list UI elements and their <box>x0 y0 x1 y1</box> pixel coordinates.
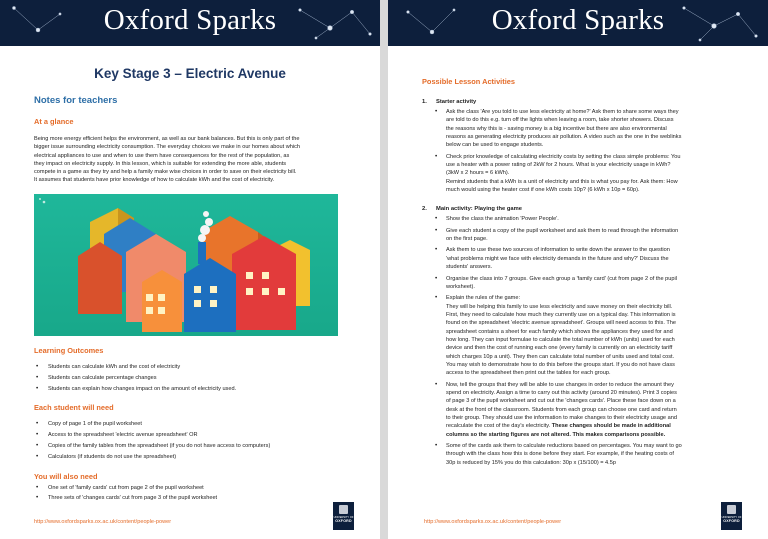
text-line: which charges 10p a unit). They then can calculate total number of units used and total cost. <box>446 353 675 360</box>
text-line: are told to do this e.g. turn off the lights when leaving a room, take shorter showers. Discuss <box>446 117 674 124</box>
list-item <box>446 108 738 150</box>
bold-line: columns so the starting figures are not altered. This makes comparisons possible. <box>446 431 666 438</box>
text-line: spend on electricity. Assign a time to carry out this activity (around 20 minutes). Print 3 copies <box>446 389 677 396</box>
text-line: how long. They can input formulae to calculate the total number of kWh (units) used for each <box>446 336 675 343</box>
text-line: spreadsheet contains a sheet for each family which shows the appliances they used for and <box>446 328 673 335</box>
page-left <box>0 0 380 539</box>
text-fragment: recalculate the cost of the day's electricity. <box>446 423 551 430</box>
left-lower-content <box>0 346 380 504</box>
also-need-list <box>48 483 354 505</box>
list-item <box>446 275 738 292</box>
list-item: • Access to the spreadsheet 'electric avenue spreadsheet' OR <box>48 430 354 441</box>
footer-link[interactable]: http://www.oxfordsparks.ox.ac.uk/content/people-power <box>34 519 172 525</box>
list-item <box>446 381 738 439</box>
list-item <box>446 227 738 244</box>
crest-icon <box>727 505 736 514</box>
logo-line-1: UNIVERSITY OF <box>721 516 742 519</box>
logo-line-1: UNIVERSITY OF <box>333 516 354 519</box>
oxford-logo <box>333 502 354 530</box>
brand-title: Oxford Sparks <box>491 4 665 36</box>
list-item: • Three sets of 'changes cards' cut from page 3 of the pupil worksheet <box>48 493 354 504</box>
main-title: Main activity: Playing the game <box>436 206 523 213</box>
text-line: • Now, tell the groups that they will be able to use changes in order to reduce the amount they <box>446 381 674 388</box>
text-line: desk at the front of the classroom. Students from each group can choose one card and return <box>446 406 677 413</box>
each-student-list <box>48 419 354 462</box>
text-line: the reasons why this is - saving money is a big incentive but there are also environmental <box>446 125 667 132</box>
text-line: • Ask them to use these two sources of information to write down the answer to the question <box>446 247 670 254</box>
list-item <box>446 246 738 271</box>
text-line: worksheet). <box>446 283 475 290</box>
list-item: • One set of 'family cards' cut from page 2 of the pupil worksheet <box>48 483 354 494</box>
text-line: on the first page. <box>446 236 488 243</box>
text-line: • Organise the class into 7 groups. Give each group a 'family card' (cut from page 2 of the pupil <box>446 275 677 282</box>
text-line: 'what problems might we face with electricity demands in the future and why?' Discuss the <box>446 255 669 262</box>
text-line: • Ask the class 'Are you told to use less electricity at home?' Ask them to share some ways they <box>446 109 679 115</box>
text-line: electrical appliances to use and when to use them have consequences for the rest of the population, as <box>34 152 290 159</box>
main-activity-heading <box>422 206 768 212</box>
at-a-glance-text <box>34 135 352 185</box>
brand-banner <box>388 0 768 46</box>
text-line: compete in a game as they try and help a family make wise choices in order to save on their electricity bill. <box>34 169 297 176</box>
text-line: Being more energy efficient helps the environment, as well as our bank balances. But this is only part of the <box>34 136 300 142</box>
text-line: use a heater with a power rating of 2kW for 2 hours. What is your electricity usage in kWh? <box>446 162 671 169</box>
houses-illustration <box>34 194 338 336</box>
learning-outcomes-heading: Learning Outcomes <box>34 346 104 355</box>
list-item <box>446 153 738 195</box>
text-line: they impact on electricity supply. In this lesson, which is suitable for extending the more able, students <box>34 160 287 167</box>
starter-items <box>446 108 738 194</box>
list-item <box>446 294 738 377</box>
bold-fragment: These changes should be made in additional <box>551 423 671 430</box>
text-line: much would using the heater cost if one kWh costs 10p? (6 kWh x 10p = 60p). <box>446 187 640 194</box>
text-line: • Explain the rules of the game: <box>446 295 521 302</box>
text-line: • Show the class the animation 'Power People'. <box>446 216 559 223</box>
footer-link[interactable]: http://www.oxfordsparks.ox.ac.uk/content/people-power <box>424 519 562 525</box>
text-line: device and then the cost of running each one (every family is currently on an electricity tariff <box>446 345 673 352</box>
list-item: • Students can calculate percentage changes <box>48 373 354 384</box>
crest-icon <box>339 505 348 514</box>
starter-title: Starter activity <box>436 99 477 105</box>
page-right <box>388 0 768 539</box>
text-line: First, they need to calculate how much they currently use on a typical day. This information is <box>446 311 676 318</box>
text-line: bigger issue surrounding electricity consumption. The everyday choices we make in our homes about which <box>34 144 301 151</box>
text-line: reasons as generating electricity produces air pollution. A video such as the one in the weblinks <box>446 134 682 141</box>
main-items <box>446 215 738 467</box>
text-line: through with the class how this is done before they start. For example, if the heating costs of <box>446 451 674 458</box>
list-item: • Calculators (if students do not use the spreadsheet) <box>48 452 354 463</box>
list-item: • Students can calculate kWh and the cost of electricity <box>48 362 354 373</box>
main-number: 2. <box>422 206 427 213</box>
brand-banner <box>0 0 380 46</box>
text-line: Remind students that a kWh is a unit of electricity and this is what you pay for. Ask them: How <box>446 178 678 185</box>
text-line <box>446 422 738 430</box>
text-line: below can be used to engage students. <box>446 142 544 149</box>
text-line: found on the spreadsheet 'electric avenue spreadsheet'. Groups will need access to this. The <box>446 320 676 327</box>
list-item: • Students can explain how changes impact on the amount of electricity used. <box>48 384 354 395</box>
document-title: Key Stage 3 – Electric Avenue <box>94 66 286 81</box>
text-line: You may wish to demonstrate how to do this before the groups start. If you do not have class <box>446 361 675 368</box>
text-line: They will be helping this family to use less electricity and save money on their electricity bill. <box>446 303 673 310</box>
list-item: • Copies of the family tables from the spreadsheet (if you do not have access to computers) <box>48 441 354 452</box>
text-line: students' answers. <box>446 264 493 271</box>
learning-outcomes-list <box>48 362 354 394</box>
starter-number: 1. <box>422 99 427 105</box>
lesson-activities-heading: Possible Lesson Activities <box>422 77 515 86</box>
text-line: (3kW x 2 hours = 6 kWh). <box>446 170 510 177</box>
text-line: • Check prior knowledge of calculating electricity costs by setting the class simple problems: You <box>446 153 681 160</box>
text-line: It assumes that students have prior knowledge of how to calculate kWh and the cost of electricity. <box>34 177 275 184</box>
list-item <box>446 442 738 467</box>
at-a-glance-heading: At a glance <box>34 117 74 126</box>
text-line: 30p is reduced by 15% you do this calculation: 30p x (15/100) = 4.5p <box>446 459 616 466</box>
list-item: • Copy of page 1 of the pupil worksheet <box>48 419 354 430</box>
text-line: of page 3 of the pupil worksheet and cut out the 'changes cards'. Place these face down on a <box>446 398 676 405</box>
notes-heading: Notes for teachers <box>34 95 118 106</box>
oxford-logo <box>721 502 742 530</box>
starter-heading <box>422 99 768 105</box>
text-line: • Give each student a copy of the pupil worksheet and ask them to read through the information <box>446 227 679 234</box>
text-line: to their group. They should use the information to make changes to their electricity usage and <box>446 415 677 421</box>
also-need-heading: You will also need <box>34 471 98 481</box>
text-line: access to the spreadsheet then print out the tables for each group. <box>446 370 611 377</box>
text-line: • Some of the cards ask them to calculate reductions based on percentages. You may want to go <box>446 443 682 450</box>
logo-line-2: OXFORD <box>723 519 740 523</box>
list-item <box>446 215 738 223</box>
each-student-heading: Each student will need <box>34 403 114 413</box>
logo-line-2: OXFORD <box>335 519 352 523</box>
brand-title: Oxford Sparks <box>103 4 277 36</box>
